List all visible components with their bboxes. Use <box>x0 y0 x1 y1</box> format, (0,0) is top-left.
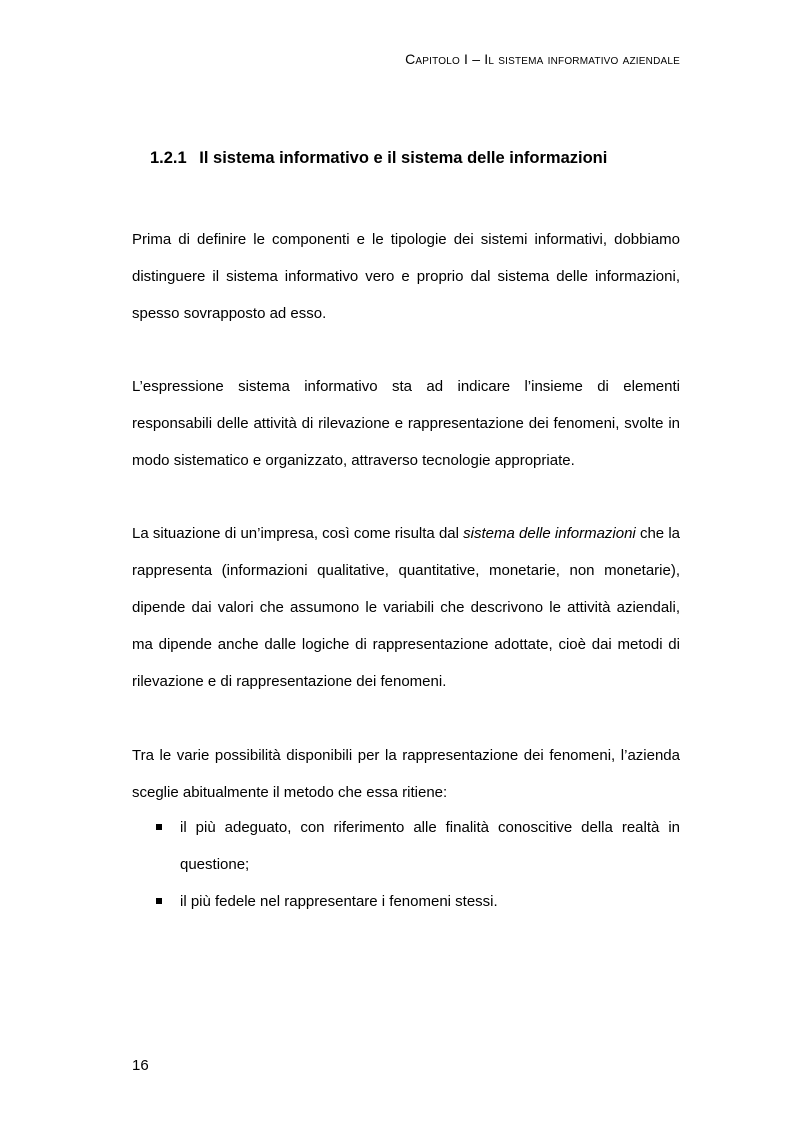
list-item-text: il più fedele nel rappresentare i fenomeni stessi. <box>180 893 498 910</box>
list-item <box>132 809 680 883</box>
running-header: Capitolo I – Il sistema informativo aziendale <box>405 51 680 67</box>
list-item-text: il più adeguato, con riferimento alle finalità conoscitive della realtà in questione; <box>180 819 680 873</box>
paragraph-4: Tra le varie possibilità disponibili per la rappresentazione dei fenomeni, l’azienda sceglie abitualmente il metodo che essa ritiene: <box>132 747 680 801</box>
page-number: 16 <box>132 1057 149 1074</box>
square-bullet-icon <box>156 898 162 904</box>
paragraph-3-emphasis: sistema delle informazioni <box>463 525 636 542</box>
section-number: 1.2.1 <box>150 149 187 167</box>
paragraph-2: L’espressione sistema informativo sta ad indicare l’insieme di elementi responsabili delle attività di rilevazione e rappresentazione dei fenomeni, svolte in modo sistematico e organizzato, attraverso tecnologie appropriate. <box>132 378 680 469</box>
paragraph-3 <box>132 515 680 700</box>
paragraph-1: Prima di definire le componenti e le tipologie dei sistemi informativi, dobbiamo distinguere il sistema informativo vero e proprio dal sistema delle informazioni, spesso sovrapposto ad esso. <box>132 231 680 322</box>
paragraph-3-text-start: La situazione di un’impresa, così come risulta dal <box>132 525 464 542</box>
section-heading <box>150 149 607 168</box>
section-title: Il sistema informativo e il sistema delle informazioni <box>199 149 608 167</box>
paragraph-3-text-end: che la rappresenta (informazioni qualitative, quantitative, monetarie, non monetarie), dipende dai valori che assumono le variabili che descrivono le attività aziendali, ma dipende anche dalle logiche di rappresentazione adottate, cioè dai metodi di rilevazione e di rappresentazione dei fenomeni. <box>132 525 681 690</box>
list-item <box>132 883 680 920</box>
bullet-list <box>132 809 680 920</box>
square-bullet-icon <box>156 824 162 830</box>
